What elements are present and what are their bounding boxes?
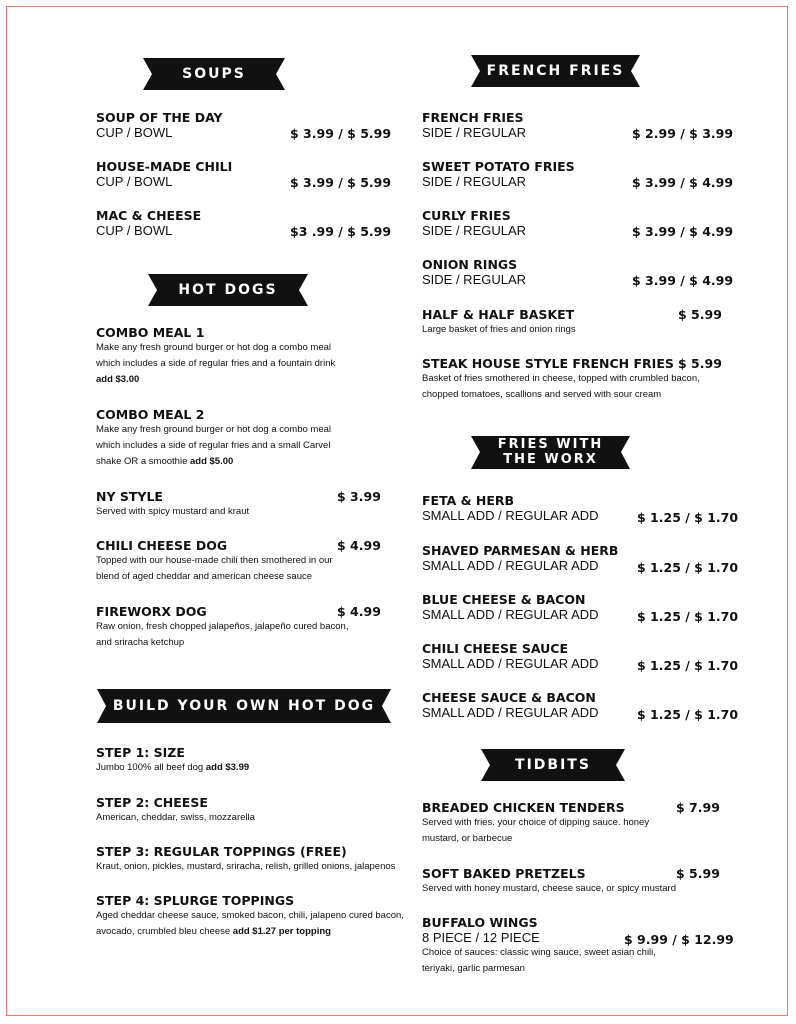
worx-title-line1: FRIES WITH bbox=[497, 437, 604, 452]
build-step bbox=[96, 844, 416, 875]
item-desc: Choice of sauces: classic wing sauce, sweet asian chili, teriyaki, garlic parmesan bbox=[422, 947, 656, 974]
item-price: $ 2.99 / $ 3.99 bbox=[632, 126, 734, 141]
item-price: $ 4.99 bbox=[337, 538, 381, 553]
item-sub: CUP / BOWL bbox=[96, 125, 173, 140]
step-name: STEP 1: SIZE bbox=[96, 745, 185, 760]
item-price: $ 3.99 / $ 4.99 bbox=[632, 273, 734, 288]
build-step bbox=[96, 745, 416, 776]
item-name: SWEET POTATO FRIES bbox=[422, 159, 575, 174]
menu-item bbox=[96, 489, 366, 520]
item-desc: Served with honey mustard, cheese sauce, or spicy mustard bbox=[422, 883, 676, 894]
item-price: $ 1.25 / $ 1.70 bbox=[637, 560, 739, 575]
soups-title: SOUPS bbox=[182, 66, 246, 82]
item-desc: Make any fresh ground burger or hot dog a combo meal which includes a side of regular fries and a small Carvel shake OR a smoothie add $5.00 bbox=[96, 424, 331, 467]
item-desc: Served with spicy mustard and kraut bbox=[96, 506, 250, 517]
item-name: COMBO MEAL 1 bbox=[96, 325, 205, 340]
item-name: HOUSE-MADE CHILI bbox=[96, 159, 233, 174]
item-sub: CUP / BOWL bbox=[96, 223, 173, 238]
step-name: STEP 2: CHEESE bbox=[96, 795, 208, 810]
item-sub: SIDE / REGULAR bbox=[422, 174, 527, 189]
item-sub: CUP / BOWL bbox=[96, 174, 173, 189]
item-price: $3 .99 / $ 5.99 bbox=[290, 224, 392, 239]
build-step bbox=[96, 795, 416, 826]
item-desc: Basket of fries smothered in cheese, topped with crumbled bacon, chopped tomatoes, scallions and served with sour cream bbox=[422, 373, 700, 400]
item-name: HALF & HALF BASKET bbox=[422, 307, 575, 322]
item-name: FIREWORX DOG bbox=[96, 604, 207, 619]
item-name: NY STYLE bbox=[96, 489, 163, 504]
worx-title-line2: THE WORX bbox=[503, 452, 598, 467]
menu-item bbox=[96, 538, 356, 585]
item-name: MAC & CHEESE bbox=[96, 208, 202, 223]
item-sub: SIDE / REGULAR bbox=[422, 223, 527, 238]
item-sub: SMALL ADD / REGULAR ADD bbox=[422, 656, 599, 671]
menu-item bbox=[422, 110, 526, 140]
item-name: CHEESE SAUCE & BACON bbox=[422, 690, 596, 705]
item-price: $ 7.99 bbox=[676, 800, 720, 815]
menu-item bbox=[422, 800, 662, 847]
item-price: $ 5.99 bbox=[676, 866, 720, 881]
item-name: BLUE CHEESE & BACON bbox=[422, 592, 586, 607]
menu-item bbox=[422, 159, 575, 189]
menu-item bbox=[422, 543, 618, 573]
item-name: SOFT BAKED PRETZELS bbox=[422, 866, 586, 881]
item-name: SHAVED PARMESAN & HERB bbox=[422, 543, 619, 558]
fries-title: FRENCH FRIES bbox=[486, 63, 625, 79]
step-desc: Kraut, onion, pickles, mustard, sriracha, relish, grilled onions, jalapenos bbox=[96, 861, 396, 872]
item-price: $ 3.99 / $ 4.99 bbox=[632, 175, 734, 190]
item-price: $ 5.99 bbox=[678, 356, 722, 371]
menu-item bbox=[422, 257, 526, 287]
item-desc: Raw onion, fresh chopped jalapeños, jalapeño cured bacon, and sriracha ketchup bbox=[96, 621, 349, 648]
item-desc: Topped with our house-made chili then smothered in our blend of aged cheddar and american cheese sauce bbox=[96, 555, 333, 582]
step-name: STEP 3: REGULAR TOPPINGS (FREE) bbox=[96, 844, 347, 859]
build-title: BUILD YOUR OWN HOT DOG bbox=[112, 698, 376, 714]
menu-item bbox=[422, 493, 599, 523]
menu-item bbox=[422, 641, 599, 671]
menu-item bbox=[422, 208, 526, 238]
item-price: $ 3.99 / $ 5.99 bbox=[290, 175, 392, 190]
tidbits-title: TIDBITS bbox=[515, 757, 591, 773]
menu-item bbox=[96, 407, 336, 470]
menu-item bbox=[422, 592, 599, 622]
menu-item bbox=[96, 208, 201, 238]
step-name: STEP 4: SPLURGE TOPPINGS bbox=[96, 893, 295, 908]
build-step bbox=[96, 893, 416, 940]
item-name: SOUP OF THE DAY bbox=[96, 110, 223, 125]
hotdogs-title: HOT DOGS bbox=[178, 282, 278, 298]
item-price: $ 3.99 / $ 5.99 bbox=[290, 126, 392, 141]
item-desc: Large basket of fries and onion rings bbox=[422, 324, 576, 335]
menu-item bbox=[96, 604, 361, 651]
item-name: BUFFALO WINGS bbox=[422, 915, 538, 930]
item-name: ONION RINGS bbox=[422, 257, 518, 272]
item-price: $ 9.99 / $ 12.99 bbox=[624, 932, 734, 947]
item-name: CHILI CHEESE SAUCE bbox=[422, 641, 569, 656]
item-desc: Make any fresh ground burger or hot dog a combo meal which includes a side of regular fries and a fountain drink add $3.00 bbox=[96, 342, 336, 385]
item-sub: SIDE / REGULAR bbox=[422, 125, 527, 140]
menu-item bbox=[422, 356, 722, 403]
item-price: $ 1.25 / $ 1.70 bbox=[637, 609, 739, 624]
menu-item bbox=[422, 690, 599, 720]
item-sub: SMALL ADD / REGULAR ADD bbox=[422, 558, 599, 573]
item-price: $ 1.25 / $ 1.70 bbox=[637, 707, 739, 722]
item-price: $ 5.99 bbox=[678, 307, 722, 322]
item-sub: SIDE / REGULAR bbox=[422, 272, 527, 287]
item-name: STEAK HOUSE STYLE FRENCH FRIES bbox=[422, 356, 674, 371]
menu-item bbox=[96, 325, 336, 388]
item-price: $ 1.25 / $ 1.70 bbox=[637, 658, 739, 673]
item-price: $ 4.99 bbox=[337, 604, 381, 619]
item-price: $ 1.25 / $ 1.70 bbox=[637, 510, 739, 525]
step-desc: Aged cheddar cheese sauce, smoked bacon, chili, jalapeno cured bacon, avocado, crumbled bleu cheese add $1.27 per topping bbox=[96, 910, 404, 937]
menu-item bbox=[96, 159, 232, 189]
item-name: BREADED CHICKEN TENDERS bbox=[422, 800, 625, 815]
step-desc: American, cheddar, swiss, mozzarella bbox=[96, 812, 255, 823]
item-name: COMBO MEAL 2 bbox=[96, 407, 205, 422]
menu-item bbox=[422, 307, 712, 338]
item-sub: 8 PIECE / 12 PIECE bbox=[422, 930, 540, 945]
item-desc: Served with fries. your choice of dipping sauce. honey mustard, or barbecue bbox=[422, 817, 650, 844]
item-name: FETA & HERB bbox=[422, 493, 515, 508]
item-price: $ 3.99 bbox=[337, 489, 381, 504]
item-sub: SMALL ADD / REGULAR ADD bbox=[422, 705, 599, 720]
menu-item bbox=[96, 110, 223, 140]
item-sub: SMALL ADD / REGULAR ADD bbox=[422, 607, 599, 622]
step-desc: Jumbo 100% all beef dog add $3.99 bbox=[96, 762, 250, 773]
item-name: CURLY FRIES bbox=[422, 208, 511, 223]
item-name: FRENCH FRIES bbox=[422, 110, 524, 125]
item-name: CHILI CHEESE DOG bbox=[96, 538, 228, 553]
item-price: $ 3.99 / $ 4.99 bbox=[632, 224, 734, 239]
item-sub: SMALL ADD / REGULAR ADD bbox=[422, 508, 599, 523]
